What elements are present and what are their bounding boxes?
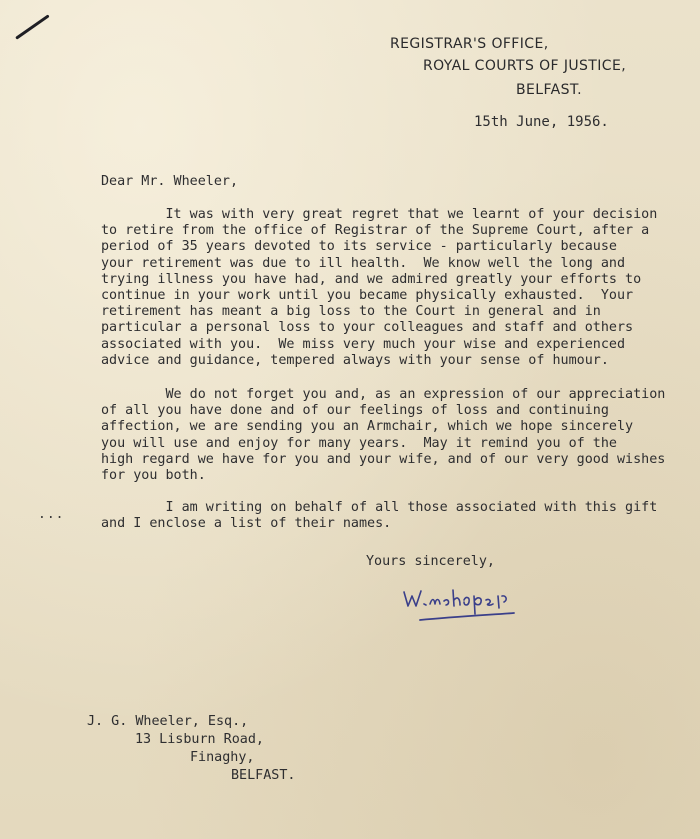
salutation: Dear Mr. Wheeler, — [101, 174, 239, 189]
body-paragraph-2: We do not forget you and, as an expression of our appreciation of all you have done and of our feelings of loss and continuing affection, we are sending you an Armchair, which we hope sincerely you will use and enjoy for many years. May it remind you of the high regard we have for you and your wife, and of our very good wishes for you both. — [101, 387, 666, 484]
address-street: 13 Lisburn Road, — [135, 732, 264, 747]
margin-mark: ... — [38, 507, 65, 522]
recipient-address — [87, 713, 296, 785]
closing: Yours sincerely, — [366, 554, 495, 569]
letterhead-city: BELFAST. — [516, 82, 583, 98]
body-paragraph-3: I am writing on behalf of all those associated with this gift and I enclose a list of their names. — [101, 500, 658, 532]
signature-image — [396, 584, 526, 628]
pen-mark — [15, 14, 49, 39]
address-name: J. G. Wheeler, Esq., — [87, 714, 249, 729]
letterhead-court: ROYAL COURTS OF JUSTICE, — [423, 58, 627, 74]
address-city: BELFAST. — [231, 768, 296, 783]
body-paragraph-1: It was with very great regret that we learnt of your decision to retire from the office of Registrar of the Supreme Court, after a period of 35 years devoted to its service - particularly because your retirement was due to ill health. We know well the long and trying illness you have had, and we admired greatly your efforts to continue in your work until you became physically exhausted. Your retirement has meant a big loss to the Court in general and in particular a personal loss to your colleagues and staff and others associated with you. We miss very much your wise and experienced advice and guidance, tempered always with your sense of humour. — [101, 207, 658, 368]
letter-date: 15th June, 1956. — [474, 114, 609, 130]
address-town: Finaghy, — [190, 750, 255, 765]
letterhead-office: REGISTRAR'S OFFICE, — [390, 36, 549, 52]
